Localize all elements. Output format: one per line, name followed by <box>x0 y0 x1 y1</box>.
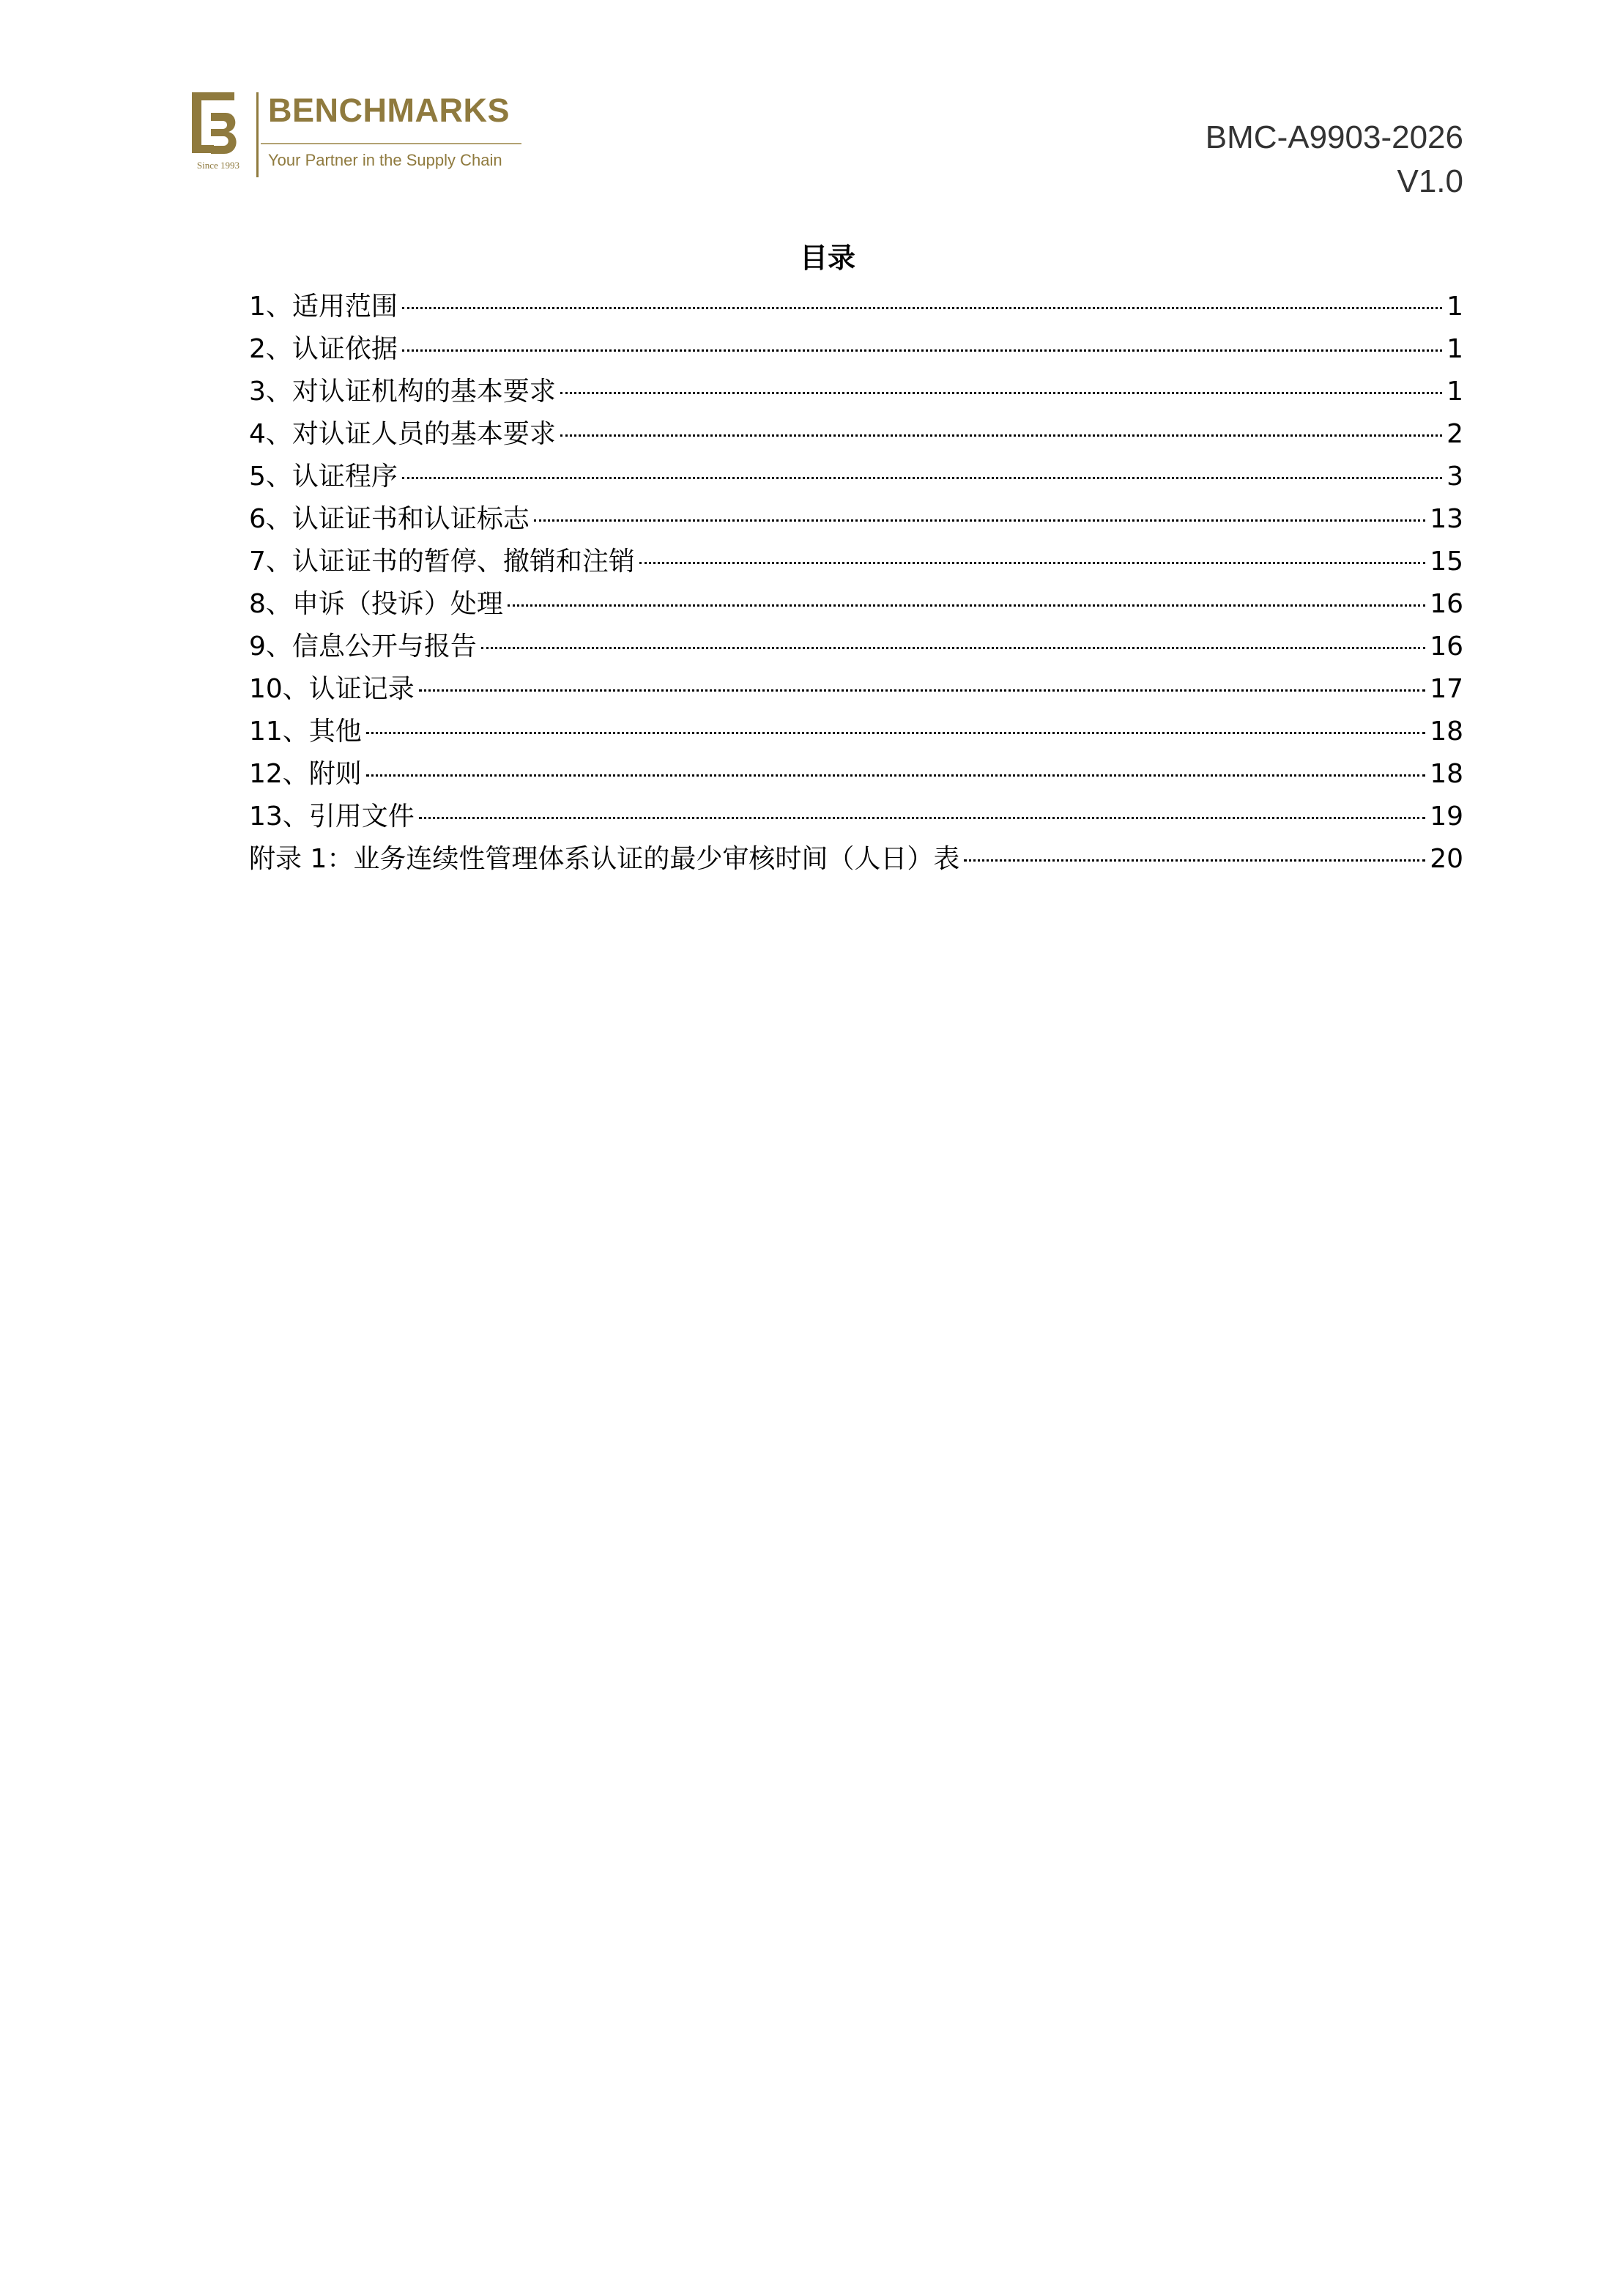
table-of-contents <box>249 286 1463 881</box>
toc-entry[interactable] <box>249 498 1463 541</box>
toc-dot-leader <box>560 434 1442 437</box>
toc-entry[interactable] <box>249 711 1463 753</box>
toc-dot-leader <box>508 604 1425 607</box>
toc-entry[interactable] <box>249 626 1463 668</box>
toc-entry-title: 3、对认证机构的基本要求 <box>249 377 556 407</box>
toc-entry-page-number: 17 <box>1430 674 1463 704</box>
toc-dot-leader <box>419 689 1425 692</box>
toc-entry-page-number: 18 <box>1430 759 1463 789</box>
toc-entry-page-number: 13 <box>1430 504 1463 534</box>
logo-rule <box>261 143 521 144</box>
toc-entry-title: 9、信息公开与报告 <box>249 632 477 662</box>
toc-entry-page-number: 16 <box>1430 632 1463 662</box>
toc-entry-title: 6、认证证书和认证标志 <box>249 504 530 534</box>
toc-entry-page-number: 1 <box>1446 377 1463 407</box>
toc-dot-leader <box>402 477 1442 479</box>
toc-title: 目录 <box>799 242 855 274</box>
toc-entry[interactable] <box>249 286 1463 328</box>
toc-entry-title: 4、对认证人员的基本要求 <box>249 419 556 449</box>
toc-entry[interactable] <box>249 583 1463 626</box>
toc-entry-title: 2、认证依据 <box>249 334 398 364</box>
toc-entry[interactable] <box>249 796 1463 838</box>
toc-entry-title: 8、申诉（投诉）处理 <box>249 589 503 619</box>
toc-entry-title: 11、其他 <box>249 716 362 747</box>
toc-entry-page-number: 2 <box>1446 419 1463 449</box>
toc-dot-leader <box>366 732 1425 734</box>
logo-wordmark: BENCHMARKS <box>268 92 510 129</box>
toc-entry-page-number: 1 <box>1446 334 1463 364</box>
toc-entry-page-number: 19 <box>1430 801 1463 832</box>
toc-entry[interactable] <box>249 541 1463 583</box>
toc-entry-page-number: 20 <box>1430 844 1463 874</box>
toc-entry-title: 1、适用范围 <box>249 292 398 322</box>
toc-entry-title: 13、引用文件 <box>249 801 415 832</box>
logo-since-text: Since 1993 <box>196 160 240 171</box>
toc-entry-page-number: 3 <box>1446 462 1463 492</box>
document-code: BMC-A9903-2026 <box>1205 119 1463 155</box>
toc-entry[interactable] <box>249 753 1463 796</box>
toc-entry-page-number: 16 <box>1430 589 1463 619</box>
toc-entry[interactable] <box>249 456 1463 498</box>
toc-dot-leader <box>402 307 1442 309</box>
logo-tagline: Your Partner in the Supply Chain <box>268 151 502 169</box>
toc-dot-leader <box>419 817 1425 819</box>
document-version: V1.0 <box>1397 163 1463 199</box>
toc-dot-leader <box>402 349 1442 352</box>
toc-dot-leader <box>560 392 1442 394</box>
document-identifier <box>1206 116 1463 204</box>
toc-entry-page-number: 1 <box>1446 292 1463 322</box>
toc-entry-title: 附录 1：业务连续性管理体系认证的最少审核时间（人日）表 <box>249 844 960 874</box>
toc-dot-leader <box>639 562 1425 564</box>
toc-dot-leader <box>366 774 1425 777</box>
toc-entry-title: 12、附则 <box>249 759 362 789</box>
toc-entry-title: 7、认证证书的暂停、撤销和注销 <box>249 547 635 577</box>
toc-entry[interactable] <box>249 371 1463 413</box>
toc-entry-page-number: 15 <box>1430 547 1463 577</box>
logo-divider <box>256 92 259 177</box>
toc-entry[interactable] <box>249 668 1463 711</box>
benchmarks-logo-mark-icon <box>192 92 245 155</box>
toc-entry[interactable] <box>249 328 1463 371</box>
toc-entry[interactable] <box>249 838 1463 881</box>
toc-dot-leader <box>964 859 1425 862</box>
toc-entry[interactable] <box>249 413 1463 456</box>
toc-dot-leader <box>534 519 1425 522</box>
toc-dot-leader <box>481 647 1425 649</box>
toc-entry-page-number: 18 <box>1430 716 1463 747</box>
company-logo <box>192 89 521 182</box>
toc-entry-title: 5、认证程序 <box>249 462 398 492</box>
toc-entry-title: 10、认证记录 <box>249 674 415 704</box>
